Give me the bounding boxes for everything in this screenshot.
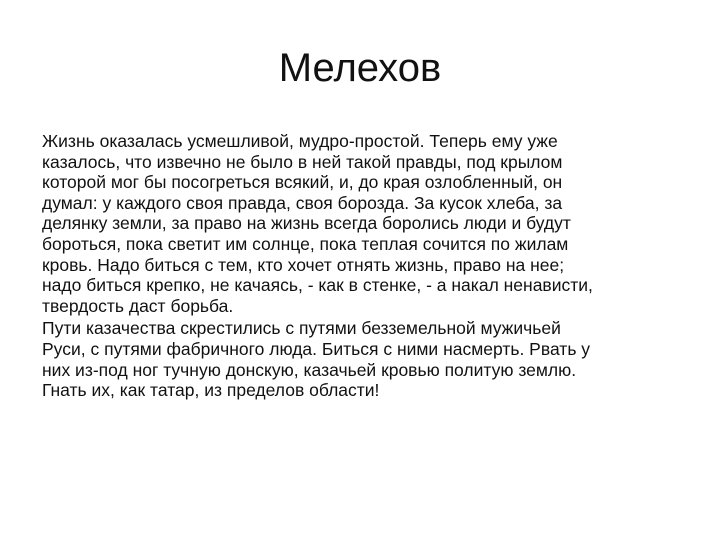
text-line: Пути казачества скрестились с путями безземельной мужичьей (42, 318, 561, 339)
text-line: Гнать их, как татар, из пределов области! (42, 380, 380, 401)
text-line: думал: у каждого своя правда, своя борозда. За кусок хлеба, за (42, 192, 563, 213)
text-line: кровь. Надо биться с тем, кто хочет отнять жизнь, право на нее; (42, 254, 565, 275)
text-line: делянку земли, за право на жизнь всегда боролись люди и будут (42, 213, 571, 234)
text-line: Жизнь оказалась усмешливой, мудро-простой. Теперь ему уже (42, 131, 558, 151)
text-line: них из-под ног тучную донскую, казачьей кровью политую землю. (42, 359, 577, 380)
slide-body (42, 131, 687, 403)
text-line: надо биться крепко, не качаясь, - как в стенке, - а накал ненависти, (42, 275, 593, 296)
paragraph-2 (42, 318, 687, 400)
text-line: казалось, что извечно не было в ней такой правды, под крылом (42, 151, 563, 172)
text-line: твердость даст борьба. (42, 295, 234, 316)
slide-title: Мелехов (278, 46, 442, 90)
text-line: которой мог бы посогреться всякий, и, до края озлобленный, он (42, 172, 563, 193)
paragraph-1 (42, 131, 687, 316)
text-line: Руси, с путями фабричного люда. Биться с ними насмерть. Рвать у (42, 338, 591, 359)
text-line: бороться, пока светит им солнце, пока теплая сочится по жилам (42, 233, 569, 254)
